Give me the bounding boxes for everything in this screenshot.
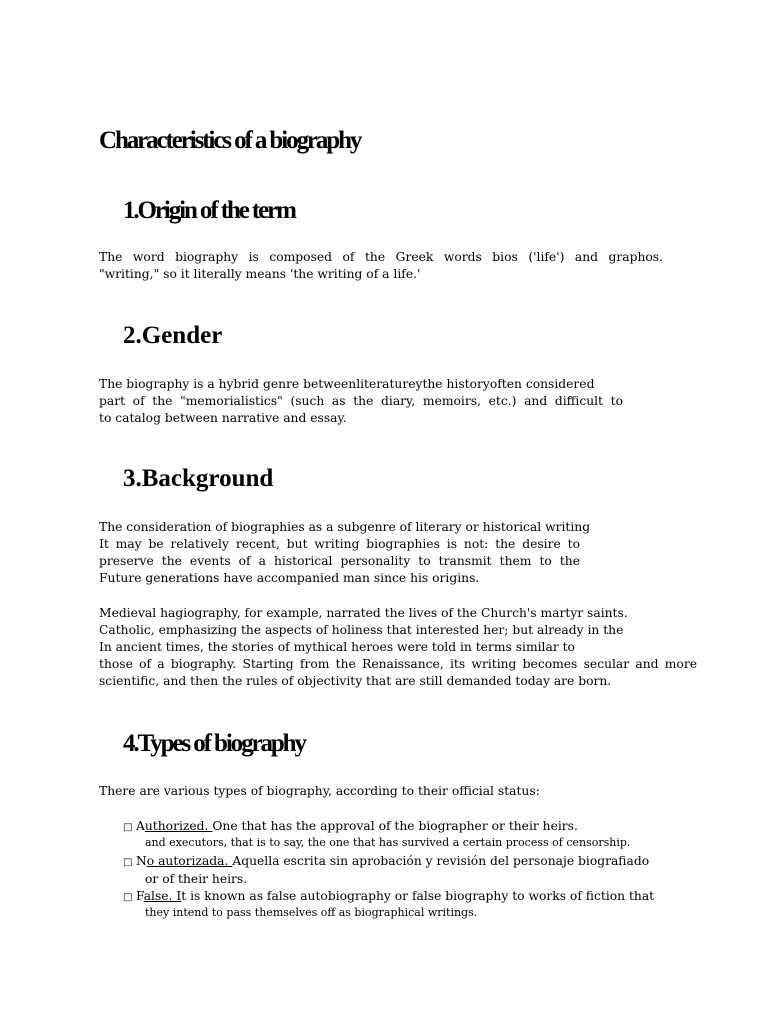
item-text: t is known as false autobiography or false biography to works of fiction that <box>181 889 655 903</box>
text-line: to catalog between narrative and essay. <box>99 411 347 425</box>
text-line: preserve the events of a historical personality to transmit them to the <box>99 554 580 568</box>
item-term: uthorized. <box>144 819 213 833</box>
checkbox-glyph-icon: □ <box>123 822 133 833</box>
types-list <box>123 818 654 920</box>
background-paragraph-2 <box>99 605 697 690</box>
item-continuation: they intend to pass themselves off as biographical writings. <box>145 906 478 919</box>
text-line: It may be relatively recent, but writing biographies is not: the desire to <box>99 537 580 551</box>
item-continuation: or of their heirs. <box>145 872 248 886</box>
item-initial: A <box>136 819 145 833</box>
types-intro: There are various types of biography, according to their official status: <box>99 784 540 798</box>
text-line: part of the "memorialistics" (such as the diary, memoirs, etc.) and difficult to <box>99 394 623 408</box>
checkbox-glyph-icon: □ <box>123 857 133 868</box>
item-text: Aquella escrita sin aprobación y revisión del personaje biografiado <box>232 854 650 868</box>
section-heading-gender: 2.Gender <box>123 322 223 349</box>
text-line: Catholic, emphasizing the aspects of holiness that interested her; but already in the <box>99 623 624 637</box>
section-heading-origin: 1.Origin of the term <box>123 197 295 224</box>
text-line: Future generations have accompanied man since his origins. <box>99 571 480 585</box>
item-text: One that has the approval of the biographer or their heirs. <box>212 819 578 833</box>
background-paragraph-1 <box>99 519 607 587</box>
page-title: Characteristics of a biography <box>99 127 361 154</box>
section-heading-background: 3.Background <box>123 465 274 492</box>
text-line: "writing," so it literally means 'the writing of a life.' <box>99 267 421 281</box>
item-term: alse. I <box>143 889 182 903</box>
gender-paragraph <box>99 376 623 427</box>
text-line: Medieval hagiography, for example, narrated the lives of the Church's martyr saints. <box>99 606 628 620</box>
text-line: those of a biography. Starting from the Renaissance, its writing becomes secular and more <box>99 657 697 671</box>
item-initial: N <box>136 854 147 868</box>
text-line: The word biography is composed of the Greek words bios ('life') and graphos. <box>99 250 663 264</box>
text-line: In ancient times, the stories of mythical heroes were told in terms similar to <box>99 640 575 654</box>
item-term: o autorizada. <box>146 854 233 868</box>
origin-paragraph <box>99 249 663 283</box>
item-continuation: and executors, that is to say, the one that has survived a certain process of censorship. <box>145 836 631 849</box>
text-line: The consideration of biographies as a subgenre of literary or historical writing <box>99 520 591 534</box>
section-heading-types: 4.Types of biography <box>123 730 305 757</box>
item-initial: F <box>136 889 144 903</box>
text-line: The biography is a hybrid genre betweenliteratureythe historyoften considered <box>99 377 595 391</box>
checkbox-glyph-icon: □ <box>123 892 133 903</box>
list-item-authorized <box>123 818 654 850</box>
text-line: scientific, and then the rules of objectivity that are still demanded today are born. <box>99 674 612 688</box>
list-item-unauthorized <box>123 853 654 888</box>
list-item-false <box>123 888 654 920</box>
